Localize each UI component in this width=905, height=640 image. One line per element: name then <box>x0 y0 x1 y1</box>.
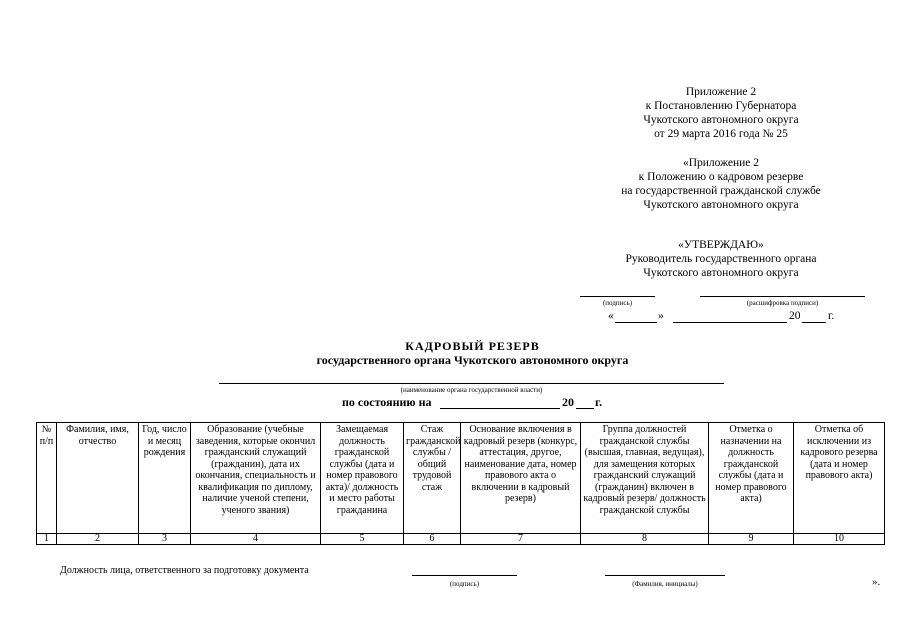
appendix-inner-header <box>560 156 882 212</box>
appendix-header <box>560 85 882 141</box>
approval-date-close: » <box>658 310 664 322</box>
approval-month-line[interactable] <box>673 322 787 323</box>
approval-line-1: «УТВЕРЖДАЮ» <box>678 239 764 251</box>
approval-line-2: Руководитель государственного органа <box>625 253 817 265</box>
as-of-year-line[interactable] <box>576 408 594 409</box>
approval-decode-line[interactable] <box>700 296 865 297</box>
approval-decode-caption: (расшифровка подписи) <box>746 299 819 307</box>
appendix-inner-line-3: на государственной гражданской службе <box>621 185 821 197</box>
table-number-cell: 5 <box>321 534 404 545</box>
appendix-line-2: к Постановлению Губернатора <box>645 100 797 112</box>
table-header-cell: Год, число и месяц рождения <box>139 423 191 534</box>
appendix-inner-line-2: к Положению о кадровом резерве <box>638 171 804 183</box>
approval-year-suffix: г. <box>828 310 835 322</box>
table-number-cell: 4 <box>191 534 321 545</box>
table-number-cell: 9 <box>709 534 794 545</box>
responsible-label: Должность лица, ответственного за подготовку документа <box>60 565 309 576</box>
table-header-cell: Замещаемая должность гражданской службы (дата и номер правового акта)/ должность и место работы гражданина <box>321 423 404 534</box>
appendix-line-3: Чукотского автономного округа <box>643 114 799 126</box>
page-subtitle: государственного органа Чукотского автономного округа <box>316 353 629 367</box>
org-name-line[interactable] <box>219 383 724 384</box>
table-header-cell: Стаж гражданской службы / общий трудовой стаж <box>404 423 461 534</box>
table-header-cell: Отметка об исключении из кадрового резерва (дата и номер правового акта) <box>794 423 885 534</box>
table-header-cell: Фамилия, имя, отчество <box>57 423 139 534</box>
as-of-year: 20 <box>562 395 574 409</box>
approval-block <box>560 238 882 280</box>
approval-line-3: Чукотского автономного округа <box>643 267 799 279</box>
table-number-cell: 7 <box>461 534 581 545</box>
reserve-table <box>36 422 885 545</box>
table-header-cell: Образование (учебные заведения, которые окончил гражданский служащий (гражданин), дата их окончания, специальность и квалификация по диплому, наличие ученой степени, ученого звания) <box>191 423 321 534</box>
table-header-cell: Группа должностей гражданской службы (высшая, главная, ведущая), для замещения которых гражданский служащий (гражданин) включен в кадровый резерв/ должность гражданской службы <box>581 423 709 534</box>
approval-signature-line[interactable] <box>580 296 655 297</box>
table-number-cell: 10 <box>794 534 885 545</box>
as-of-suffix: г. <box>595 395 603 409</box>
appendix-inner-line-4: Чукотского автономного округа <box>643 199 799 211</box>
table-number-row <box>37 534 885 545</box>
table-number-cell: 8 <box>581 534 709 545</box>
appendix-line-4: от 29 марта 2016 года № 25 <box>654 128 788 140</box>
table-number-cell: 3 <box>139 534 191 545</box>
footer-closing-quote: ». <box>872 576 881 588</box>
table-header-cell: Отметка о назначении на должность гражданской службы (дата и номер правового акта) <box>709 423 794 534</box>
approval-year-prefix: 20 <box>789 310 801 322</box>
footer-name-caption: (Фамилия, инициалы) <box>632 580 698 588</box>
approval-year-line[interactable] <box>802 322 826 323</box>
table-number-cell: 1 <box>37 534 57 545</box>
approval-signature-caption: (подпись) <box>602 299 633 307</box>
as-of-date-line[interactable] <box>440 408 560 409</box>
table-number-cell: 2 <box>57 534 139 545</box>
table-header-cell: Основание включения в кадровый резерв (конкурс, аттестация, другое, наименование дата, номер правового акта о включении в кадровый резерв) <box>461 423 581 534</box>
table-header-cell: № п/п <box>37 423 57 534</box>
as-of-label: по состоянию на <box>342 395 432 409</box>
footer-name-line[interactable] <box>605 575 725 576</box>
footer-signature-caption: (подпись) <box>449 580 480 588</box>
approval-date-open: « <box>608 310 614 322</box>
appendix-inner-line-1: «Приложение 2 <box>682 157 760 169</box>
table-number-cell: 6 <box>404 534 461 545</box>
approval-day-line[interactable] <box>615 322 657 323</box>
table-header-row <box>37 423 885 534</box>
appendix-line-1: Приложение 2 <box>685 86 757 98</box>
org-name-caption: (наименование органа государственной власти) <box>400 386 543 394</box>
page-title: КАДРОВЫЙ РЕЗЕРВ <box>405 339 540 353</box>
footer-signature-line[interactable] <box>412 575 517 576</box>
